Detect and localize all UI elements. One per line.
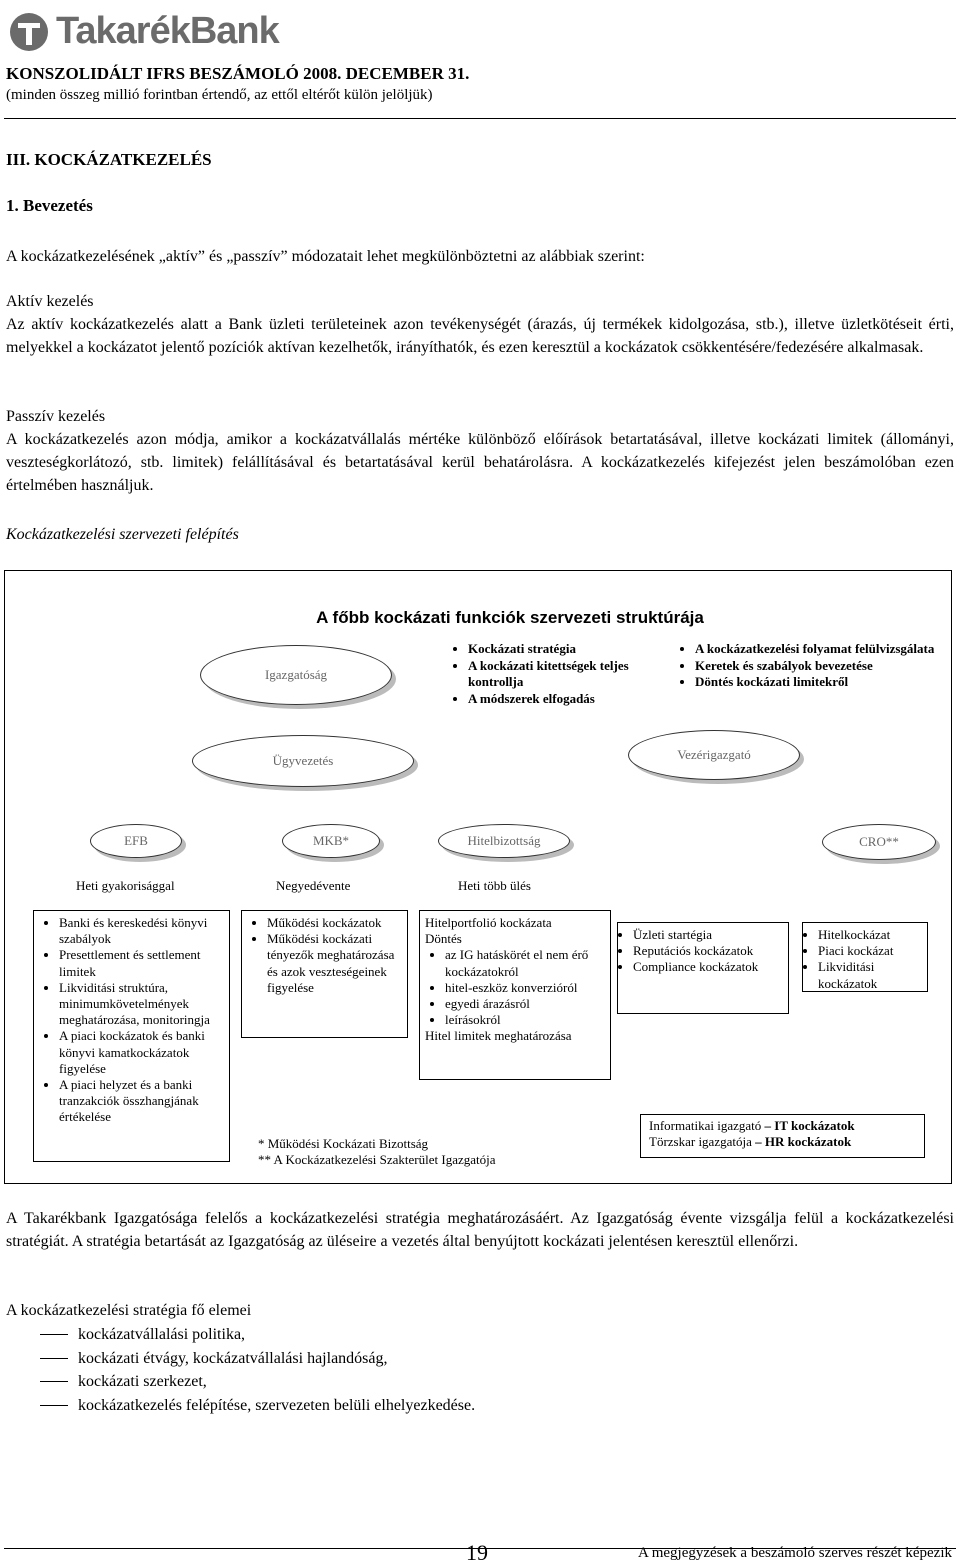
list-item: • Kockázati stratégia	[468, 641, 678, 658]
mkb-node	[282, 824, 380, 858]
credit-committee-label: Hitelbizottság	[467, 833, 541, 848]
it-dash: –	[764, 1118, 772, 1133]
report-subtitle: (minden összeg millió forintban értendő, az ettől eltérőt külön jelöljük)	[6, 87, 433, 103]
subsection-title: 1. Bevezetés	[6, 196, 93, 215]
list-item: • Döntés kockázati limitekről	[695, 674, 935, 691]
cro-node	[822, 824, 936, 860]
list-item: • Likviditási kockázatok	[818, 959, 922, 991]
management-node	[192, 735, 414, 787]
section-title: III. KOCKÁZATKEZELÉS	[6, 150, 212, 169]
board-label: Igazgatóság	[264, 667, 328, 682]
hr-risk: HR kockázatok	[764, 1134, 852, 1150]
mkb-tasks-box	[241, 910, 408, 1038]
header-rule	[4, 118, 956, 119]
it-hr-box	[640, 1114, 925, 1158]
list-item: • Keretek és szabályok bevezetése	[695, 658, 935, 675]
list-item: kockázati szerkezet,	[6, 1370, 946, 1394]
list-item: • A kockázati kitettségek teljes kontrollja	[468, 658, 678, 691]
it-risk: IT kockázatok	[774, 1118, 855, 1133]
efb-label: EFB	[124, 833, 148, 848]
hr-dash: –	[755, 1134, 762, 1150]
list-item: kockázatvállalási politika,	[6, 1323, 946, 1347]
list-item: • A piaci kockázatok és banki könyvi kamatkockázatok figyelése	[59, 1028, 224, 1077]
active-heading: Aktív kezelés	[6, 293, 94, 310]
board-duties-2	[675, 641, 935, 691]
org-caption: Kockázatkezelési szervezeti felépítés	[6, 526, 239, 543]
list-item: • az IG hatáskörét el nem érő kockázatokról	[445, 947, 605, 979]
list-item: • A kockázatkezelési folyamat felülvizsgálata	[695, 641, 935, 658]
cro-tasks-box-1	[617, 922, 789, 1014]
footnote-cro: ** A Kockázatkezelési Szakterület Igazgatója	[258, 1152, 496, 1167]
list-item: • Piaci kockázat	[818, 943, 922, 959]
credit-line-limits: Hitel limitek meghatározása	[425, 1028, 572, 1044]
efb-tasks-box	[33, 910, 230, 1162]
takarekbank-logo	[8, 10, 308, 55]
cro-tasks-box-2	[802, 922, 928, 992]
hr-line	[649, 1134, 916, 1150]
footer-note: A megjegyzések a beszámoló szerves részét képezik	[637, 1545, 952, 1561]
ceo-node	[628, 730, 800, 780]
list-item: • egyedi árazásról	[445, 996, 605, 1012]
it-line	[649, 1118, 916, 1134]
efb-node	[90, 824, 182, 858]
page-number: 19	[466, 1540, 488, 1565]
elements-heading: A kockázatkezelési stratégia fő elemei	[6, 1302, 252, 1319]
board-duties-1	[448, 641, 678, 707]
credit-tasks-box	[419, 910, 611, 1080]
list-item: • Compliance kockázatok	[633, 959, 783, 975]
board-node	[200, 645, 392, 705]
credit-line-portfolio: Hitelportfolió kockázata	[425, 915, 552, 930]
passive-paragraph: A kockázatkezelés azon módja, amikor a kockázatvállalás mértéke különböző előírások betartatásával, illetve kockázati limitek (állományi, veszteségkorlátozó, stb. limitek) felállításával és betartatásával kerül behatárolásra. A kockázatkezelés kifejezést jelen beszámolóban ezen értelmében használjuk.	[6, 431, 954, 494]
list-item: kockázatkezelés felépítése, szervezeten belüli elhelyezkedése.	[6, 1394, 946, 1418]
list-item: • Reputációs kockázatok	[633, 943, 783, 959]
list-item: • leírásokról	[445, 1012, 605, 1028]
elements-list	[6, 1323, 946, 1417]
list-item: • Likviditási struktúra, minimumkövetelmények meghatározása, monitoringja	[59, 980, 224, 1029]
list-item: • Banki és kereskedési könyvi szabályok	[59, 915, 224, 947]
logo-text: TakarékBank	[56, 10, 279, 52]
footnote-mkb: * Működési Kockázati Bizottság	[258, 1136, 429, 1151]
list-item: • Működési kockázati tényezők meghatározása és azok veszteségeinek figyelése	[267, 931, 402, 996]
list-item: • A piaci helyzet és a banki tranzakciók összhangjának értékelése	[59, 1077, 224, 1126]
strategy-paragraph: A Takarékbank Igazgatósága felelős a kockázatkezelési stratégia meghatározásáért. Az Igazgatóság évente vizsgálja felül a kockázatkezelési stratégiát. A stratégia betartását az Igazgatóság az üléseire a vezetés által benyújtott kockázati jelentésen keresztül ellenőrzi.	[6, 1210, 954, 1250]
list-item: • Presettlement és settlement limitek	[59, 947, 224, 979]
credit-frequency: Heti több ülés	[458, 878, 531, 893]
ceo-label: Vezérigazgató	[677, 747, 751, 762]
cro-label: CRO**	[859, 834, 899, 849]
list-item: • Hitelkockázat	[818, 927, 922, 943]
list-item: • Működési kockázatok	[267, 915, 402, 931]
active-paragraph: Az aktív kockázatkezelés alatt a Bank üzleti területeinek azon tevékenységét (árazás, új termékek kidolgozása, stb.), illetve üzletkötéseit érti, melyekkel a kockázatot jelentő pozíciók aktívan kezelhetők, irányíthatók, és ezen keresztül a kockázatok csökkentésére/fedezésére alkalmasak.	[6, 316, 954, 356]
it-role: Informatikai igazgató	[649, 1118, 762, 1133]
passive-heading: Passzív kezelés	[6, 408, 106, 425]
report-title: KONSZOLIDÁLT IFRS BESZÁMOLÓ 2008. DECEMBER 31.	[6, 64, 470, 83]
hr-role: Törzskar igazgatója	[649, 1134, 752, 1150]
list-item: • A módszerek elfogadás	[468, 691, 678, 708]
management-label: Ügyvezetés	[272, 753, 334, 768]
credit-committee-node	[438, 824, 570, 858]
list-item: • hitel-eszköz konverzióról	[445, 980, 605, 996]
mkb-label: MKB*	[312, 833, 350, 848]
efb-frequency: Heti gyakorisággal	[76, 878, 175, 893]
list-item: kockázati étvágy, kockázatvállalási hajlandóság,	[6, 1347, 946, 1371]
list-item: • Üzleti startégia	[633, 927, 783, 943]
diagram-title: A főbb kockázati funkciók szervezeti struktúrája	[316, 608, 704, 627]
mkb-frequency: Negyedévente	[276, 878, 351, 893]
intro-paragraph: A kockázatkezelésének „aktív” és „passzív” módozatait lehet megkülönböztetni az alábbiak szerint:	[6, 248, 645, 265]
credit-line-decision: Döntés	[425, 931, 462, 947]
